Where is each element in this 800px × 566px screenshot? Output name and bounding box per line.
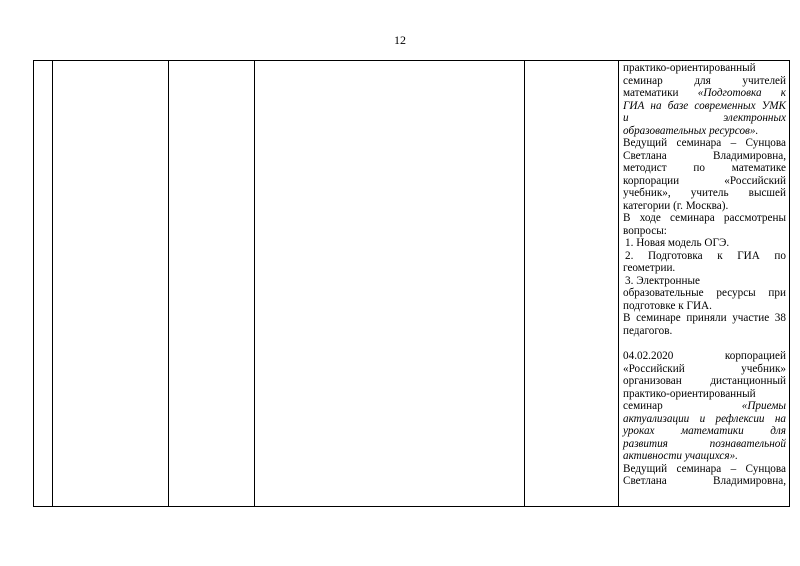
text-line bbox=[623, 125, 786, 138]
text-line: образовательные ресурсы при bbox=[623, 287, 786, 299]
text-line: В семинаре приняли участие 38 bbox=[623, 312, 786, 324]
table-cell-2 bbox=[53, 61, 169, 507]
text-line bbox=[623, 438, 786, 451]
text-line: методист по математике bbox=[623, 162, 786, 174]
text-line: семинар для учителей bbox=[623, 74, 786, 87]
seminar-title-italic: развития познавательной bbox=[623, 437, 786, 450]
seminar-title-italic: ГИА на базе современных УМК bbox=[623, 99, 786, 112]
seminar-title-italic: «Приемы bbox=[741, 400, 786, 412]
document-table bbox=[33, 60, 790, 507]
page-number: 12 bbox=[394, 33, 406, 47]
text-line: категории (г. Москва). bbox=[623, 199, 729, 212]
seminar-title-italic: и электронных bbox=[623, 112, 786, 124]
seminar-description bbox=[619, 61, 789, 506]
text-line: «Российский учебник» bbox=[623, 362, 786, 375]
text-line: Ведущий семинара – Сунцова bbox=[623, 462, 786, 475]
table-cell-3 bbox=[169, 61, 255, 507]
text-line: практико-ориентированный bbox=[623, 62, 756, 74]
text-line bbox=[623, 112, 786, 125]
table-cell-1 bbox=[34, 61, 53, 507]
table-cell-4 bbox=[255, 61, 525, 507]
text-line: корпорации «Российский bbox=[623, 174, 786, 187]
text-line bbox=[623, 413, 786, 426]
seminar-title-italic: актуализации и рефлексии на bbox=[623, 412, 786, 425]
list-item: 1. Новая модель ОГЭ. bbox=[625, 237, 730, 249]
text-line: организован дистанционный bbox=[623, 375, 786, 387]
table-row bbox=[34, 61, 790, 507]
text-line bbox=[623, 87, 786, 100]
seminar-title-italic: «Подготовка к bbox=[697, 87, 786, 99]
text-line: В ходе семинара рассмотрены bbox=[623, 212, 786, 224]
text-line bbox=[623, 425, 786, 438]
text-line: учебник», учитель высшей bbox=[623, 187, 786, 199]
seminar-title-italic: образовательных ресурсов». bbox=[623, 124, 759, 137]
text-run: математики bbox=[623, 87, 698, 99]
list-item: 3. Электронные bbox=[625, 274, 700, 287]
text-line: вопросы: bbox=[623, 224, 667, 237]
text-line bbox=[623, 100, 786, 113]
seminar-title-italic: уроках математики для bbox=[623, 425, 786, 437]
text-run: семинар bbox=[623, 400, 742, 412]
list-item: 2. Подготовка к ГИА по bbox=[625, 249, 786, 262]
text-line: педагогов. bbox=[623, 324, 673, 337]
seminar-title-italic: активности учащихся». bbox=[623, 450, 738, 462]
text-line: Светлана Владимировна, bbox=[623, 149, 786, 162]
paragraph-gap bbox=[623, 337, 786, 350]
table-cell-5 bbox=[525, 61, 619, 507]
text-line: подготовке к ГИА. bbox=[623, 299, 712, 312]
text-line bbox=[623, 400, 786, 413]
text-line: Ведущий семинара – Сунцова bbox=[623, 137, 786, 149]
text-line: 04.02.2020 корпорацией bbox=[623, 350, 786, 362]
text-line bbox=[623, 450, 786, 463]
text-line: практико-ориентированный bbox=[623, 387, 756, 400]
table-cell-6 bbox=[619, 61, 790, 507]
text-line: Светлана Владимировна, bbox=[623, 475, 786, 487]
text-line: геометрии. bbox=[623, 262, 676, 274]
